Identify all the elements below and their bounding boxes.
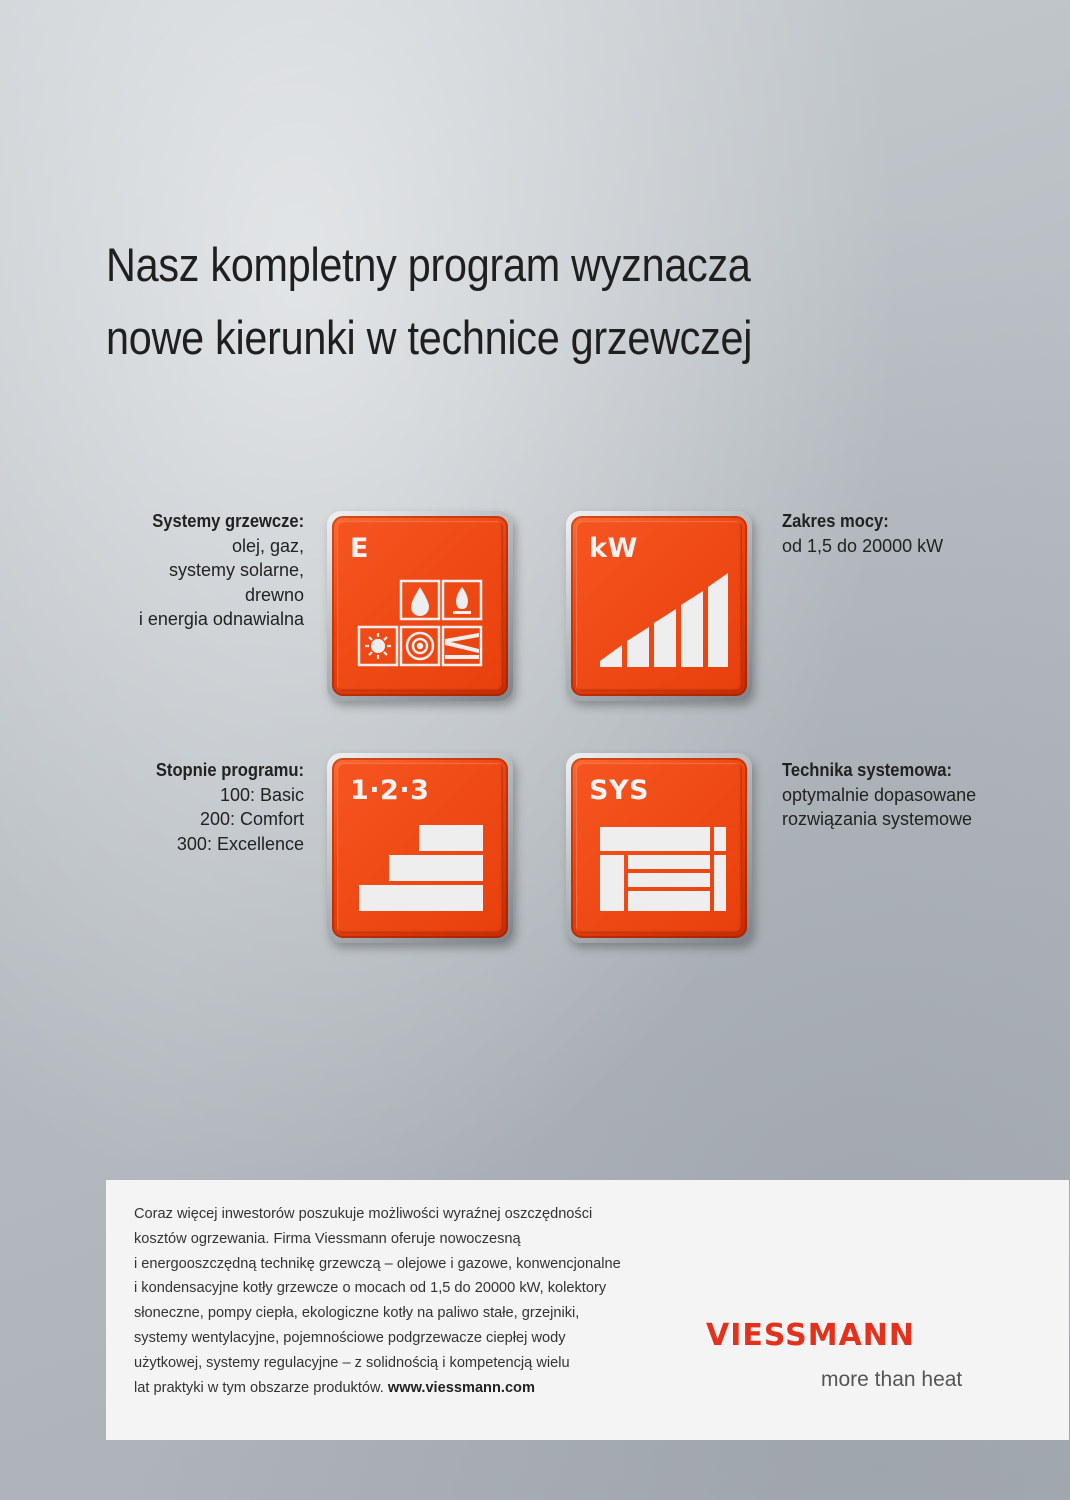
system-technology-title: Technika systemowa: [782,760,952,780]
target-icon [407,633,433,659]
body-line: Coraz więcej inwestorów poszukuje możliwości wyraźnej oszczędności [134,1206,593,1222]
stairs-icon [327,753,513,943]
body-line: systemy wentylacyjne, pojemnościowe podgrzewacze ciepłej wody [134,1329,566,1346]
headline [106,228,752,374]
body-line-end: lat praktyki w tym obszarze produktów. [134,1379,384,1396]
system-grid-icon [566,753,752,943]
headline-line-1: Nasz kompletny program wyznacza [106,238,751,291]
program-levels-line: 200: Comfort [199,809,304,829]
heating-systems-label [139,509,304,632]
power-range-label [782,509,943,558]
program-levels-line: 300: Excellence [176,833,304,854]
power-key [566,511,752,701]
energy-key-symbol: E [350,533,369,564]
sun-icon [365,633,391,659]
program-levels-line: 100: Basic [219,784,304,805]
program-levels-title: Stopnie programu: [155,760,304,780]
levels-key-symbol: 1·2·3 [350,775,430,806]
heating-systems-line: i energia odnawialna [138,609,304,629]
headline-line-2: nowe kierunki w technice grzewczej [106,311,753,364]
wood-icon [445,633,479,659]
body-line: i energooszczędną technikę grzewczą – olejowe i gazowe, konwencjonalne [134,1255,621,1272]
energy-key [327,511,513,701]
body-line: i kondensacyjne kotły grzewcze o mocach od 1,5 do 20000 kW, kolektory [134,1280,607,1297]
viessmann-logo-text: VIESSMANN [706,1318,916,1352]
body-line: słoneczne, pompy ciepła, ekologiczne kotły na paliwo stałe, grzejniki, [134,1305,580,1322]
heating-systems-line: olej, gaz, [231,535,304,556]
tagline: more than heat [821,1368,963,1391]
power-range-line: od 1,5 do 20000 kW [782,535,944,556]
heating-systems-line: drewno [244,584,304,605]
body-line: kosztów ogrzewania. Firma Viessmann oferuje nowoczesną [134,1230,521,1247]
body-line-last [134,1376,664,1401]
website-link[interactable]: www.viessmann.com [387,1379,535,1396]
energy-sources-icon [327,511,513,701]
power-range-title: Zakres mocy: [782,511,889,531]
heating-systems-title: Systemy grzewcze: [152,511,304,531]
power-key-symbol: kW [589,533,638,564]
gas-flame-icon [453,587,471,614]
system-key [566,753,752,943]
program-levels-label [143,758,304,856]
ascending-bars-icon [566,511,752,701]
heating-systems-line: systemy solarne, [168,560,304,580]
fire-drop-icon [411,587,429,616]
system-key-symbol: SYS [589,775,649,806]
info-panel [106,1180,1069,1440]
body-text [134,1202,664,1400]
system-technology-line: optymalnie dopasowane [782,784,977,805]
body-line: użytkowej, systemy regulacyjne – z solidnością i kompetencją wielu [134,1354,570,1371]
system-technology-label [782,758,976,832]
levels-key [327,753,513,943]
viessmann-logo [706,1312,956,1352]
system-technology-line: rozwiązania systemowe [782,809,973,829]
